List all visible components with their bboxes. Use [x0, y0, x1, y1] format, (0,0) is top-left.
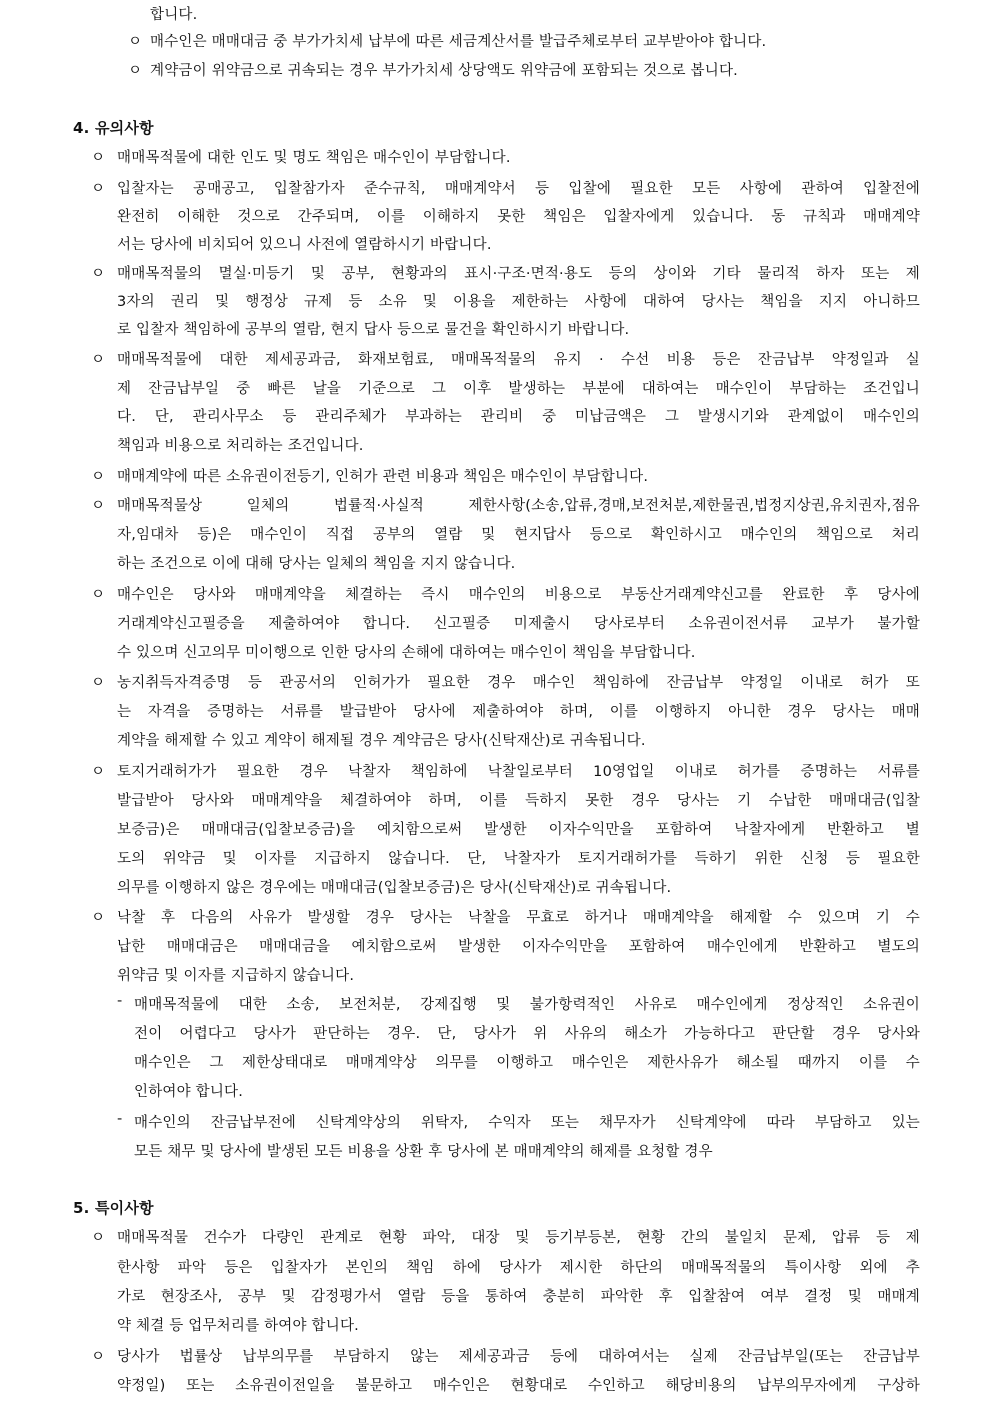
- paragraph-line: 는 자격을 증명하는 서류를 발급받아 당사에 제출하여야 하며, 이를 이행하지 아니한 경우 당사는 매매: [117, 704, 920, 720]
- bullet-icon: ㅇ: [91, 675, 106, 691]
- bullet-icon: ㅇ: [128, 63, 143, 79]
- sub-item-line: 모든 채무 및 당사에 발생된 모든 비용을 상환 후 당사에 본 매매계약의 해제를 요청할 경우: [134, 1144, 713, 1160]
- paragraph-line: 매매목적물에 대한 인도 및 명도 책임은 매수인이 부담합니다.: [117, 150, 511, 166]
- bullet-icon: ㅇ: [91, 764, 106, 780]
- sub-item-line: 전이 어렵다고 당사가 판단하는 경우. 단, 당사가 위 사유의 해소가 가능하다고 판단할 경우 당사와: [134, 1026, 920, 1042]
- paragraph-line: 약정일) 또는 소유권이전일을 불문하고 매수인은 현황대로 수인하고 해당비용의 납부의무자에게 구상하: [117, 1378, 920, 1394]
- dash-marker: -: [117, 993, 123, 1009]
- paragraph-line: 거래계약신고필증을 제출하여야 합니다. 신고필증 미제출시 당사로부터 소유권이전서류 교부가 불가할: [117, 616, 920, 632]
- paragraph-line: 하는 조건으로 이에 대해 당사는 일체의 책임을 지지 않습니다.: [117, 556, 516, 572]
- paragraph-line: 토지거래허가가 필요한 경우 낙찰자 책임하에 낙찰일로부터 10영업일 이내로 허가를 증명하는 서류를: [117, 764, 920, 780]
- section-heading: 4. 유의사항: [73, 119, 154, 137]
- bullet-icon: ㅇ: [91, 352, 106, 368]
- paragraph-line: 가로 현장조사, 공부 및 감정평가서 열람 등을 통하여 충분히 파악한 후 입찰참여 여부 결정 및 매매계: [117, 1289, 920, 1305]
- bullet-icon: ㅇ: [91, 1349, 106, 1365]
- paragraph-line: 약 체결 등 업무처리를 하여야 합니다.: [117, 1318, 359, 1334]
- bullet-icon: ㅇ: [91, 266, 106, 282]
- bullet-icon: ㅇ: [91, 498, 106, 514]
- paragraph-line: 계약을 해제할 수 있고 계약이 해제될 경우 계약금은 당사(신탁재산)로 귀속됩니다.: [117, 733, 646, 749]
- paragraph-line: 매매목적물 건수가 다량인 관계로 현황 파악, 대장 및 등기부등본, 현황 간의 불일치 문제, 압류 등 제: [117, 1230, 920, 1246]
- paragraph-line: 당사가 법률상 납부의무를 부담하지 않는 제세공과금 등에 대하여서는 실제 잔금납부일(또는 잔금납부: [117, 1349, 920, 1365]
- bullet-icon: ㅇ: [91, 1230, 106, 1246]
- bullet-icon: ㅇ: [91, 587, 106, 603]
- paragraph-line: 3자의 권리 및 행정상 규제 등 소유 및 이용을 제한하는 사항에 대하여 당사는 책임을 지지 아니하므: [117, 294, 920, 310]
- bullet-icon: ㅇ: [91, 910, 106, 926]
- paragraph-line: 완전히 이해한 것으로 간주되며, 이를 이해하지 못한 책임은 입찰자에게 있습니다. 동 규칙과 매매계약: [117, 209, 920, 225]
- bullet-icon: ㅇ: [91, 150, 106, 166]
- bullet-icon: ㅇ: [91, 181, 106, 197]
- paragraph-line: 납한 매매대금은 매매대금을 예치함으로써 발생한 이자수익만을 포함하여 매수인에게 반환하고 별도의: [117, 939, 920, 955]
- sub-item-line: 매수인은 그 제한상태대로 매매계약상 의무를 이행하고 매수인은 제한사유가 해소될 때까지 이를 수: [134, 1055, 920, 1071]
- paragraph-line: 한사항 파악 등은 입찰자가 본인의 책임 하에 당사가 제시한 하단의 매매목적물의 특이사항 외에 추: [117, 1260, 920, 1276]
- intro-continuation: 합니다.: [150, 7, 198, 23]
- paragraph-line: 매매계약에 따른 소유권이전등기, 인허가 관련 비용과 책임은 매수인이 부담합니다.: [117, 469, 649, 485]
- paragraph-line: 발급받아 당사와 매매계약을 체결하여야 하며, 이를 득하지 못한 경우 당사는 기 수납한 매매대금(입찰: [117, 793, 920, 809]
- paragraph-line: 서는 당사에 비치되어 있으니 사전에 열람하시기 바랍니다.: [117, 237, 492, 253]
- intro-paragraph: 계약금이 위약금으로 귀속되는 경우 부가가치세 상당액도 위약금에 포함되는 것으로 봅니다.: [150, 63, 738, 79]
- bullet-icon: ㅇ: [91, 469, 106, 485]
- paragraph-line: 자,임대차 등)은 매수인이 직접 공부의 열람 및 현지답사 등으로 확인하시고 매수인의 책임으로 처리: [117, 527, 920, 543]
- section-heading: 5. 특이사항: [73, 1199, 154, 1217]
- paragraph-line: 매수인은 당사와 매매계약을 체결하는 즉시 매수인의 비용으로 부동산거래계약신고를 완료한 후 당사에: [117, 587, 920, 603]
- paragraph-line: 수 있으며 신고의무 미이행으로 인한 당사의 손해에 대하여는 매수인이 책임을 부담합니다.: [117, 645, 696, 661]
- paragraph-line: 위약금 및 이자를 지급하지 않습니다.: [117, 968, 355, 984]
- sub-item-line: 매매목적물에 대한 소송, 보전처분, 강제집행 및 불가항력적인 사유로 매수인에게 정상적인 소유권이: [134, 997, 920, 1013]
- sub-item-line: 인하여야 합니다.: [134, 1084, 244, 1100]
- paragraph-line: 매매목적물에 대한 제세공과금, 화재보험료, 매매목적물의 유지 · 수선 비용 등은 잔금납부 약정일과 실: [117, 352, 920, 368]
- sub-item-line: 매수인의 잔금납부전에 신탁계약상의 위탁자, 수익자 또는 채무자가 신탁계약에 따라 부담하고 있는: [134, 1115, 920, 1131]
- dash-marker: -: [117, 1111, 123, 1127]
- paragraph-line: 제 잔금납부일 중 빠른 날을 기준으로 그 이후 발생하는 부분에 대하여는 매수인이 부담하는 조건입니: [117, 381, 920, 397]
- paragraph-line: 로 입찰자 책임하에 공부의 열람, 현지 답사 등으로 물건을 확인하시기 바랍니다.: [117, 322, 630, 338]
- paragraph-line: 다. 단, 관리사무소 등 관리주체가 부과하는 관리비 중 미납금액은 그 발생시기와 관계없이 매수인의: [117, 409, 920, 425]
- paragraph-line: 낙찰 후 다음의 사유가 발생할 경우 당사는 낙찰을 무효로 하거나 매매계약을 해제할 수 있으며 기 수: [117, 910, 920, 926]
- paragraph-line: 도의 위약금 및 이자를 지급하지 않습니다. 단, 낙찰자가 토지거래허가를 득하기 위한 신청 등 필요한: [117, 851, 920, 867]
- paragraph-line: 매매목적물상 일체의 법률적·사실적 제한사항(소송,압류,경매,보전처분,제한물권,법정지상권,유치권자,점유: [117, 498, 920, 514]
- paragraph-line: 의무를 이행하지 않은 경우에는 매매대금(입찰보증금)은 당사(신탁재산)로 귀속됩니다.: [117, 880, 672, 896]
- paragraph-line: 입찰자는 공매공고, 입찰참가자 준수규칙, 매매계약서 등 입찰에 필요한 모든 사항에 관하여 입찰전에: [117, 181, 920, 197]
- paragraph-line: 보증금)은 매매대금(입찰보증금)을 예치함으로써 발생한 이자수익만을 포함하여 낙찰자에게 반환하고 별: [117, 822, 920, 838]
- bullet-icon: ㅇ: [128, 34, 143, 50]
- intro-paragraph: 매수인은 매매대금 중 부가가치세 납부에 따른 세금계산서를 발급주체로부터 교부받아야 합니다.: [150, 34, 767, 50]
- paragraph-line: 매매목적물의 멸실·미등기 및 공부, 현황과의 표시·구조·면적·용도 등의 상이와 기타 물리적 하자 또는 제: [117, 266, 920, 282]
- paragraph-line: 책임과 비용으로 처리하는 조건입니다.: [117, 438, 364, 454]
- paragraph-line: 농지취득자격증명 등 관공서의 인허가가 필요한 경우 매수인 책임하에 잔금납부 약정일 이내로 허가 또: [117, 675, 920, 691]
